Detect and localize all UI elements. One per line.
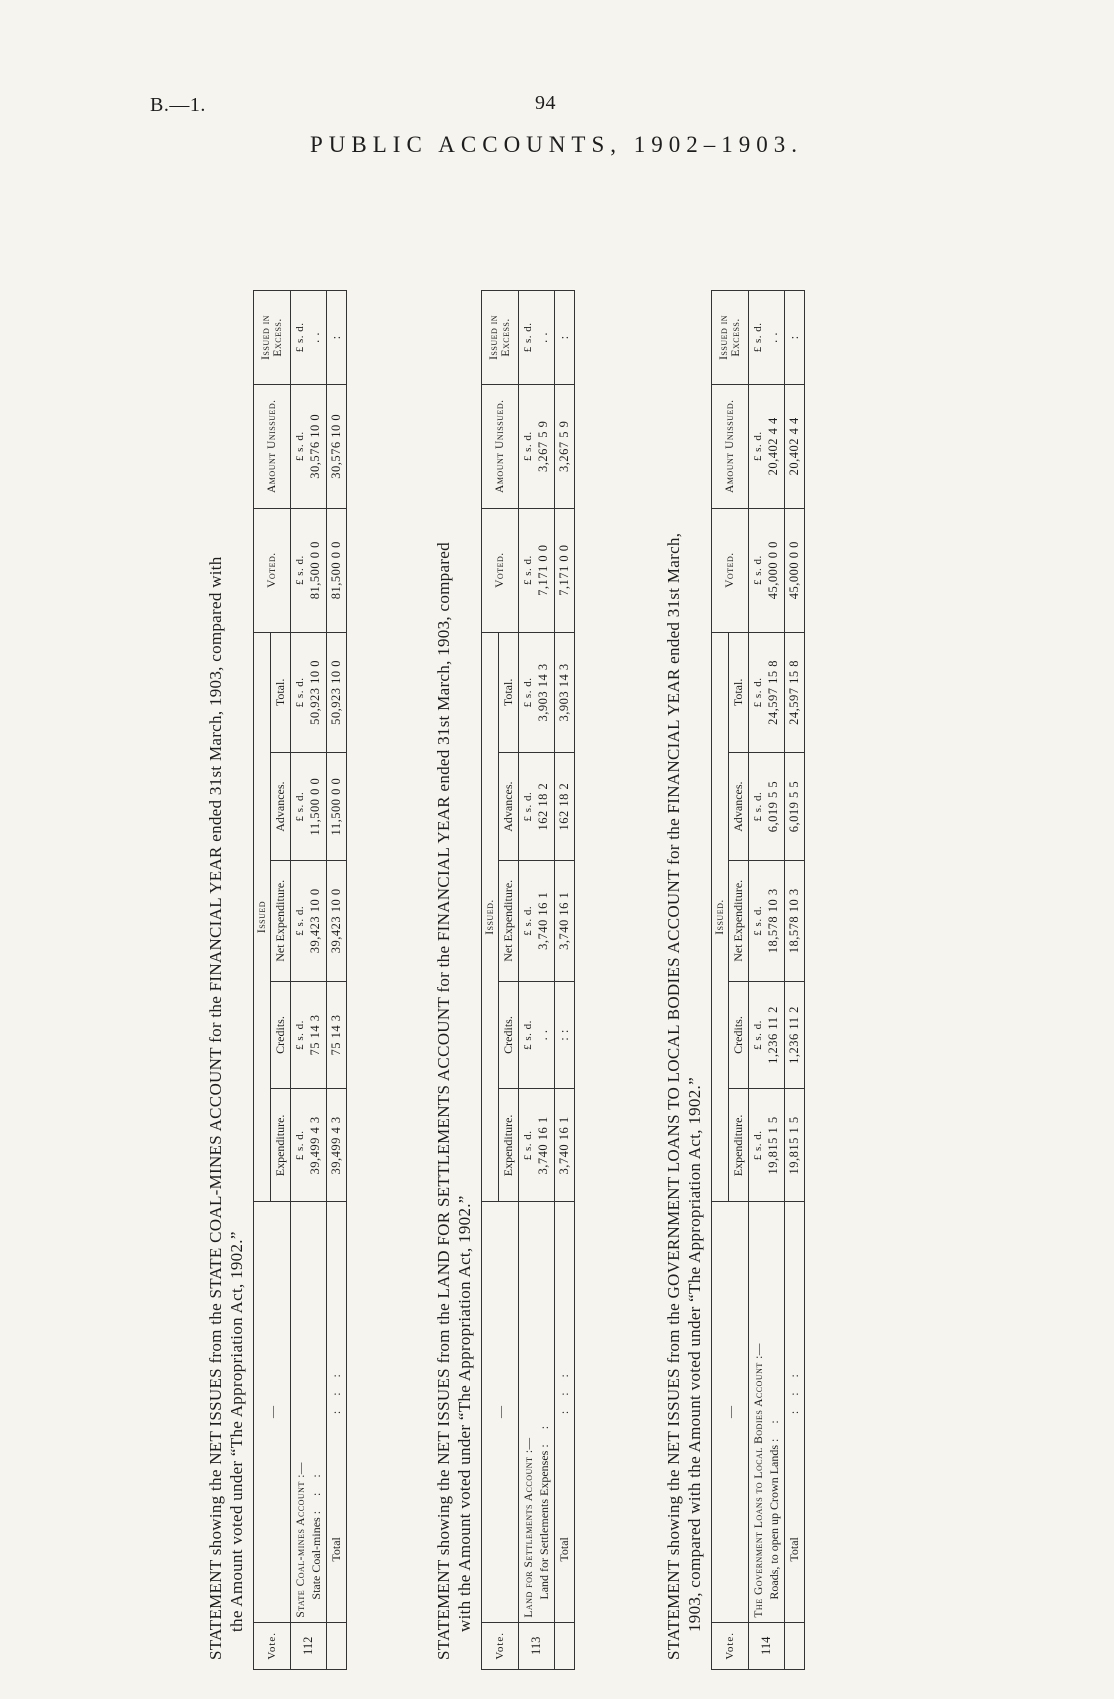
total-net-expenditure-cell: 3,740 16 1 bbox=[555, 860, 575, 981]
item-description bbox=[519, 1202, 555, 1622]
vote-blank bbox=[555, 1622, 575, 1669]
statement-caption bbox=[433, 200, 477, 1670]
excess-cell: £ s. d. . . bbox=[519, 291, 555, 385]
total-label: Total : : : bbox=[327, 1202, 347, 1622]
vote-column-header: Vote. bbox=[712, 1622, 749, 1669]
account-heading: State Coal-mines Account :— bbox=[295, 1462, 307, 1618]
total-expenditure-cell: 3,740 16 1 bbox=[555, 1089, 575, 1202]
page-number: 94 bbox=[535, 92, 556, 114]
caption-line-1: STATEMENT showing the NET ISSUES from the LAND FOR SETTLEMENTS ACCOUNT for the FINANCIAL YEAR ended 31st March, 1903, compared bbox=[434, 542, 453, 1660]
unissued-column-header: Amount Unissued. bbox=[254, 384, 291, 508]
total-advances-cell: 11,500 0 0 bbox=[327, 753, 347, 861]
advances-column-header: Advances. bbox=[729, 753, 749, 861]
document-reference: B.—1. bbox=[150, 94, 206, 116]
total-cell: £ s. d. 50,923 10 0 bbox=[291, 632, 327, 753]
total-unissued-cell: 30,576 10 0 bbox=[327, 384, 347, 508]
voted-cell: £ s. d. 7,171 0 0 bbox=[519, 508, 555, 632]
voted-cell: £ s. d. 81,500 0 0 bbox=[291, 508, 327, 632]
net-expenditure-column-header: Net Expenditure. bbox=[729, 860, 749, 981]
expenditure-cell: £ s. d. 19,815 1 5 bbox=[749, 1089, 785, 1202]
voted-column-header: Voted. bbox=[254, 508, 291, 632]
vote-blank bbox=[327, 1622, 347, 1669]
item-label: State Coal-mines : : : bbox=[309, 1468, 323, 1600]
expenditure-cell: £ s. d. 3,740 16 1 bbox=[519, 1089, 555, 1202]
credits-cell: £ s. d. 75 14 3 bbox=[291, 981, 327, 1089]
total-voted-cell: 81,500 0 0 bbox=[327, 508, 347, 632]
advances-column-header: Advances. bbox=[499, 753, 519, 861]
account-heading: Land for Settlements Account :— bbox=[523, 1437, 535, 1618]
net-expenditure-cell: £ s. d. 18,578 10 3 bbox=[749, 860, 785, 981]
credits-cell: £ s. d. 1,236 11 2 bbox=[749, 981, 785, 1089]
vote-column-header: Vote. bbox=[482, 1622, 519, 1669]
excess-cell: £ s. d. . . bbox=[749, 291, 785, 385]
description-column-header bbox=[254, 1202, 291, 1622]
total-label: Total : : : bbox=[555, 1202, 575, 1622]
caption-line-2: with the Amount voted under “The Appropriation Act, 1902.” bbox=[455, 1195, 474, 1632]
caption-line-1: STATEMENT showing the NET ISSUES from the STATE COAL-MINES ACCOUNT for the FINANCIAL YEAR ended 31st March, 1903, compared with bbox=[206, 556, 225, 1660]
expenditure-column-header: Expenditure. bbox=[271, 1089, 291, 1202]
expenditure-cell: £ s. d. 39,499 4 3 bbox=[291, 1089, 327, 1202]
net-expenditure-column-header: Net Expenditure. bbox=[499, 860, 519, 981]
excess-column-header: Issued in Excess. bbox=[254, 291, 291, 385]
total-total-cell: 50,923 10 0 bbox=[327, 632, 347, 753]
caption-line-2: the Amount voted under “The Appropriation Act, 1902.” bbox=[227, 1231, 246, 1632]
table-row bbox=[749, 291, 785, 1670]
statement-caption bbox=[205, 200, 249, 1670]
vote-column-header: Vote. bbox=[254, 1622, 291, 1669]
unissued-cell: £ s. d. 30,576 10 0 bbox=[291, 384, 327, 508]
vote-blank bbox=[785, 1622, 805, 1669]
statement-114 bbox=[663, 200, 805, 1670]
vote-number: 112 bbox=[291, 1622, 327, 1669]
dash-glyph: — bbox=[722, 1406, 737, 1419]
total-total-cell: 24,597 15 8 bbox=[785, 632, 805, 753]
total-cell: £ s. d. 24,597 15 8 bbox=[749, 632, 785, 753]
dash-glyph: — bbox=[492, 1406, 507, 1419]
advances-column-header: Advances. bbox=[271, 753, 291, 861]
advances-cell: £ s. d. 162 18 2 bbox=[519, 753, 555, 861]
total-advances-cell: 6,019 5 5 bbox=[785, 753, 805, 861]
credits-column-header: Credits. bbox=[271, 981, 291, 1089]
total-row bbox=[327, 291, 347, 1670]
vote-number: 113 bbox=[519, 1622, 555, 1669]
description-column-header bbox=[482, 1202, 519, 1622]
total-excess-cell: : bbox=[327, 291, 347, 385]
item-description bbox=[749, 1202, 785, 1622]
rotated-statements bbox=[205, 200, 905, 1670]
net-expenditure-cell: £ s. d. 39,423 10 0 bbox=[291, 860, 327, 981]
total-unissued-cell: 3,267 5 9 bbox=[555, 384, 575, 508]
total-expenditure-cell: 39,499 4 3 bbox=[327, 1089, 347, 1202]
total-total-cell: 3,903 14 3 bbox=[555, 632, 575, 753]
description-column-header bbox=[712, 1202, 749, 1622]
vote-number: 114 bbox=[749, 1622, 785, 1669]
statement-table bbox=[711, 290, 805, 1670]
total-net-expenditure-cell: 39,423 10 0 bbox=[327, 860, 347, 981]
account-heading: The Government Loans to Local Bodies Account :— bbox=[753, 1343, 765, 1618]
statement-table bbox=[481, 290, 575, 1670]
excess-column-header: Issued in Excess. bbox=[712, 291, 749, 385]
total-row bbox=[555, 291, 575, 1670]
total-excess-cell: : bbox=[555, 291, 575, 385]
total-credits-cell: 1,236 11 2 bbox=[785, 981, 805, 1089]
total-row bbox=[785, 291, 805, 1670]
expenditure-column-header: Expenditure. bbox=[729, 1089, 749, 1202]
issued-group-header: Issued bbox=[254, 632, 271, 1202]
unissued-column-header: Amount Unissued. bbox=[712, 384, 749, 508]
total-voted-cell: 45,000 0 0 bbox=[785, 508, 805, 632]
issued-group-header: Issued. bbox=[482, 632, 499, 1202]
voted-column-header: Voted. bbox=[482, 508, 519, 632]
net-expenditure-cell: £ s. d. 3,740 16 1 bbox=[519, 860, 555, 981]
table-row bbox=[291, 291, 327, 1670]
running-title: PUBLIC ACCOUNTS, 1902–1903. bbox=[310, 132, 803, 157]
statement-112 bbox=[205, 200, 347, 1670]
caption-line-1: STATEMENT showing the NET ISSUES from the GOVERNMENT LOANS TO LOCAL BODIES ACCOUNT for the FINANCIAL YEAR ended 31st March, bbox=[664, 532, 683, 1660]
credits-cell: £ s. d. . . bbox=[519, 981, 555, 1089]
voted-column-header: Voted. bbox=[712, 508, 749, 632]
voted-cell: £ s. d. 45,000 0 0 bbox=[749, 508, 785, 632]
excess-cell: £ s. d. . . bbox=[291, 291, 327, 385]
credits-column-header: Credits. bbox=[499, 981, 519, 1089]
dash-glyph: — bbox=[264, 1406, 279, 1419]
advances-cell: £ s. d. 6,019 5 5 bbox=[749, 753, 785, 861]
item-label: Roads, to open up Crown Lands : : bbox=[767, 1414, 781, 1600]
expenditure-column-header: Expenditure. bbox=[499, 1089, 519, 1202]
total-column-header: Total. bbox=[271, 632, 291, 753]
item-description bbox=[291, 1202, 327, 1622]
unissued-cell: £ s. d. 20,402 4 4 bbox=[749, 384, 785, 508]
total-column-header: Total. bbox=[499, 632, 519, 753]
total-cell: £ s. d. 3,903 14 3 bbox=[519, 632, 555, 753]
table-row bbox=[519, 291, 555, 1670]
net-expenditure-column-header: Net Expenditure. bbox=[271, 860, 291, 981]
credits-column-header: Credits. bbox=[729, 981, 749, 1089]
unissued-column-header: Amount Unissued. bbox=[482, 384, 519, 508]
statement-caption bbox=[663, 200, 707, 1670]
issued-group-header: Issued. bbox=[712, 632, 729, 1202]
total-voted-cell: 7,171 0 0 bbox=[555, 508, 575, 632]
advances-cell: £ s. d. 11,500 0 0 bbox=[291, 753, 327, 861]
total-label: Total : : : bbox=[785, 1202, 805, 1622]
total-excess-cell: : bbox=[785, 291, 805, 385]
total-net-expenditure-cell: 18,578 10 3 bbox=[785, 860, 805, 981]
unissued-cell: £ s. d. 3,267 5 9 bbox=[519, 384, 555, 508]
caption-line-2: 1903, compared with the Amount voted under “The Appropriation Act, 1902.” bbox=[685, 1077, 704, 1632]
statement-113 bbox=[433, 200, 575, 1670]
total-expenditure-cell: 19,815 1 5 bbox=[785, 1089, 805, 1202]
statement-table bbox=[253, 290, 347, 1670]
total-advances-cell: 162 18 2 bbox=[555, 753, 575, 861]
excess-column-header: Issued in Excess. bbox=[482, 291, 519, 385]
item-label: Land for Settlements Expenses : : bbox=[537, 1419, 551, 1600]
total-unissued-cell: 20,402 4 4 bbox=[785, 384, 805, 508]
total-credits-cell: : : bbox=[555, 981, 575, 1089]
total-credits-cell: 75 14 3 bbox=[327, 981, 347, 1089]
total-column-header: Total. bbox=[729, 632, 749, 753]
